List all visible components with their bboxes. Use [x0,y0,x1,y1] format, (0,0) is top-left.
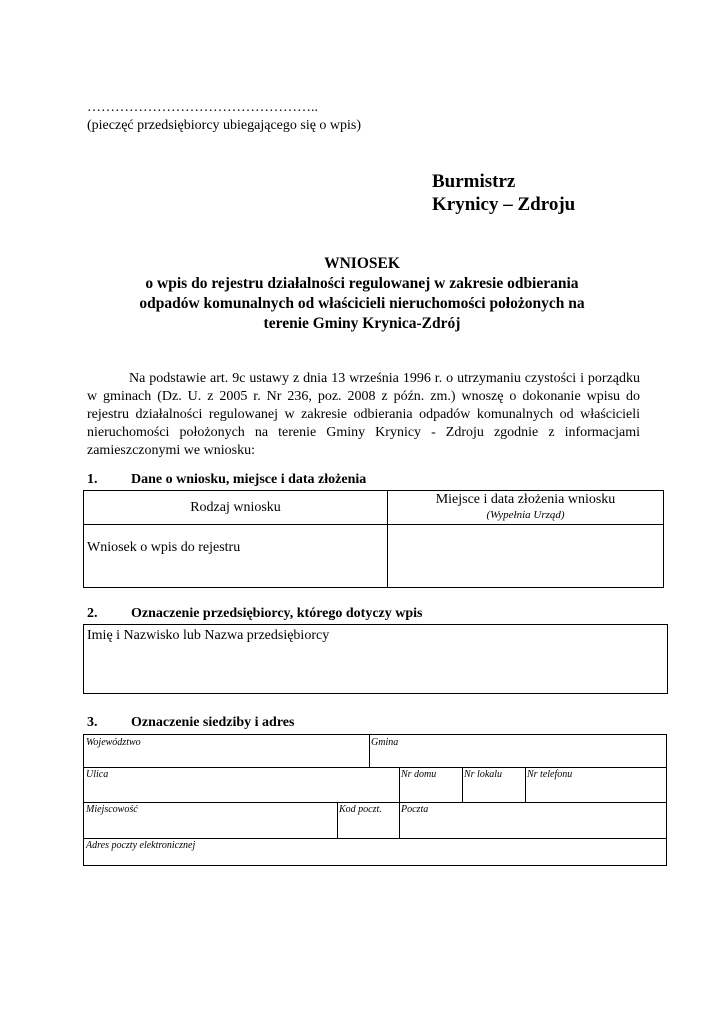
section-3-title: Oznaczenie siedziby i adres [131,715,295,730]
section-2-title: Oznaczenie przedsiębiorcy, którego dotyczy wpis [131,606,423,621]
voivodeship-label: Województwo [86,737,141,748]
section-2-number: 2. [87,606,98,621]
street-label: Ulica [86,769,109,780]
apartment-number-label: Nr lokalu [464,769,503,780]
section-2-heading [87,606,647,624]
place-date-field[interactable] [388,525,663,587]
table-divider [525,767,526,802]
postal-code-label: Kod poczt. [339,804,382,815]
stamp-label: (pieczęć przedsiębiorcy ubiegającego się o wpis) [87,118,362,133]
section-1-table [83,490,664,588]
table-divider [399,802,400,838]
recipient-line-1: Burmistrz [432,171,516,192]
section-3-number: 3. [87,715,98,730]
entrepreneur-name-label: Imię i Nazwisko lub Nazwa przedsiębiorcy [87,628,330,643]
address-table [83,734,667,866]
house-number-label: Nr domu [401,769,437,780]
title-line-2: odpadów komunalnych od właścicieli nieruchomości położonych na [139,295,585,312]
section-1-number: 1. [87,472,98,487]
application-type-value: Wniosek o wpis do rejestru [87,540,241,555]
table-divider [84,767,666,768]
post-office-label: Poczta [401,804,429,815]
entrepreneur-name-field[interactable] [83,624,668,694]
stamp-placeholder-dots: ………………………………………….. [87,100,318,115]
commune-label: Gmina [371,737,399,748]
table-divider [399,767,400,802]
intro-paragraph [87,370,640,460]
city-label: Miejscowość [86,804,138,815]
col-note-office: (Wypełnia Urząd) [486,509,565,521]
section-1-heading [87,472,647,490]
table-divider [337,802,338,838]
section-3-heading [87,715,647,733]
recipient-block [432,170,575,216]
recipient-line-2: Krynicy – Zdroju [432,194,576,215]
phone-number-label: Nr telefonu [527,769,573,780]
email-label: Adres poczty elektronicznej [86,840,196,851]
section-1-title: Dane o wniosku, miejsce i data złożenia [131,472,367,487]
table-divider [369,735,370,767]
title-main: WNIOSEK [324,255,400,272]
col-header-place-date: Miejsce i data złożenia wniosku [435,492,616,507]
document-title [90,254,634,334]
title-line-3: terenie Gminy Krynica-Zdrój [263,315,461,332]
table-divider [462,767,463,802]
table-divider [84,802,666,803]
table-divider [84,838,666,839]
intro-text: Na podstawie art. 9c ustawy z dnia 13 września 1996 r. o utrzymaniu czystości i porządku w gminach (Dz. U. z 2005 r. Nr 236, poz. 2008 z późn. zm.) wnoszę o dokonanie wpisu do rejestru działalności regulowanej w zakresie odbierania odpadów komunalnych od właścicieli nieruchomości położonych na terenie Gminy Krynicy - Zdroju zgodnie z informacjami zamieszczonymi we wniosku: [87,371,640,458]
col-header-application-type: Rodzaj wniosku [190,500,281,515]
title-line-1: o wpis do rejestru działalności regulowanej w zakresie odbierania [145,275,579,292]
